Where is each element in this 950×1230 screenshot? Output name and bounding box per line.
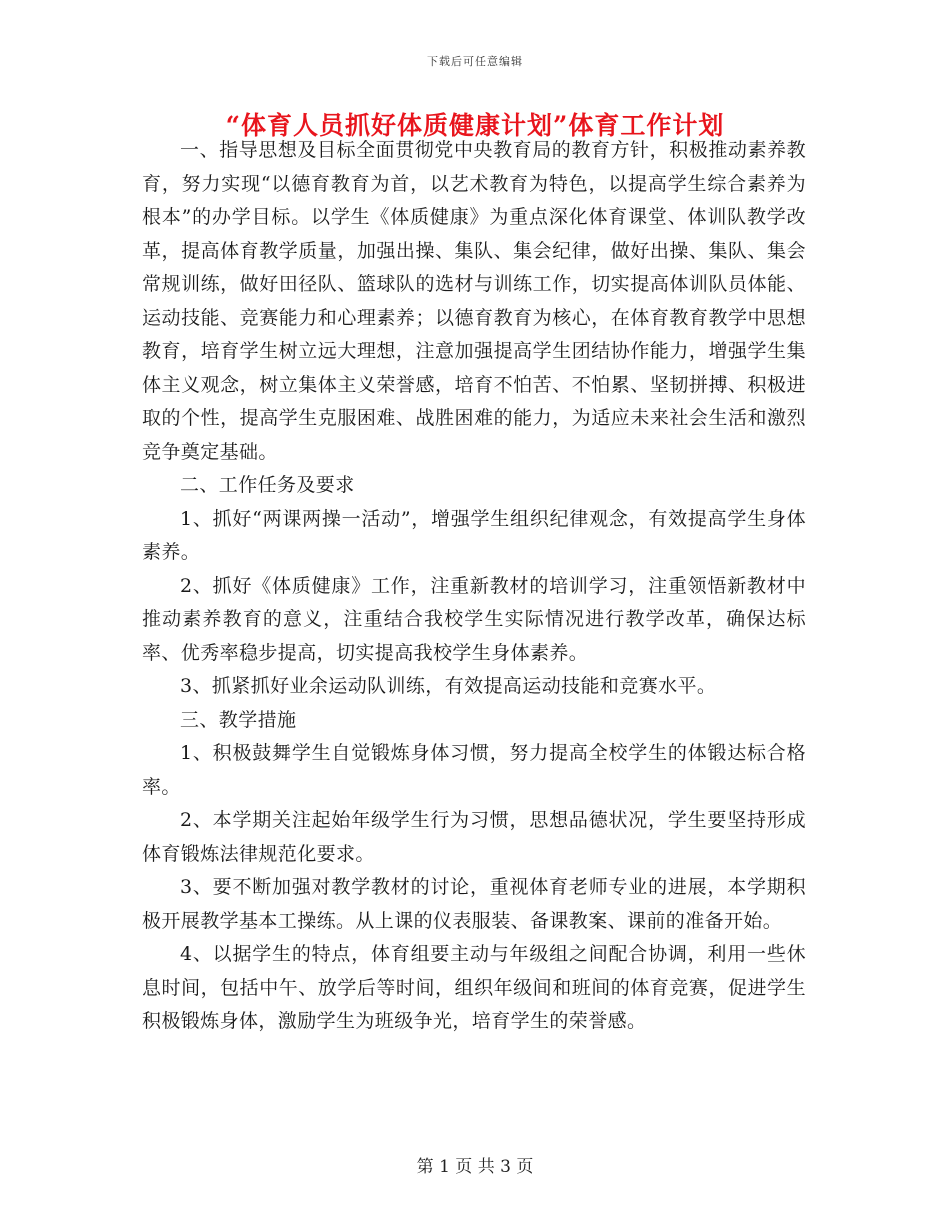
paragraph-task-1: 1、抓好“两课两操一活动”，增强学生组织纪律观念，有效提高学生身体素养。 xyxy=(142,507,806,563)
paragraph-task-2: 2、抓好《体质健康》工作，注重新教材的培训学习，注重领悟新教材中推动素养教育的意义，注重结合我校学生实际情况进行教学改革，确保达标率、优秀率稳步提高，切实提高我校学生身体素养。 xyxy=(142,574,806,664)
page-number: 第 1 页 共 3 页 xyxy=(416,1157,534,1177)
paragraph-task-3: 3、抓紧抓好业余运动队训练，有效提高运动技能和竞赛水平。 xyxy=(180,675,717,697)
document-body xyxy=(142,134,806,1039)
paragraph-guiding-ideology: 一、指导思想及目标全面贯彻党中央教育局的教育方针，积极推动素养教育，努力实现“以德育教育为首，以艺术教育为特色，以提高学生综合素养为根本”的办学目标。以学生《体质健康》为重点深化体育课堂、体训队教学改革，提高体育教学质量，加强出操、集队、集会纪律，做好出操、集队、集会常规训练，做好田径队、篮球队的选材与训练工作，切实提高体训队员体能、运动技能、竞赛能力和心理素养；以德育教育为核心，在体育教育教学中思想教育，培育学生树立远大理想，注意加强提高学生团结协作能力，增强学生集体主义观念，树立集体主义荣誉感，培育不怕苦、不怕累、坚韧拼搏、积极进取的个性，提高学生克服困难、战胜困难的能力，为适应未来社会生活和激烈竞争奠定基础。 xyxy=(142,139,806,463)
header-note: 下载后可任意编辑 xyxy=(427,55,523,68)
paragraph-measure-1: 1、积极鼓舞学生自觉锻炼身体习惯，努力提高全校学生的体锻达标合格率。 xyxy=(142,742,806,798)
paragraph-measure-2: 2、本学期关注起始年级学生行为习惯，思想品德状况，学生要坚持形成体育锻炼法律规范化要求。 xyxy=(142,809,806,865)
paragraph-measure-3: 3、要不断加强对教学教材的讨论，重视体育老师专业的进展，本学期积极开展教学基本工操练。从上课的仪表服装、备课教案、课前的准备开始。 xyxy=(142,876,806,932)
section-heading-tasks: 二、工作任务及要求 xyxy=(180,474,355,496)
section-heading-measures: 三、教学措施 xyxy=(180,708,297,731)
document-title: “体育人员抓好体质健康计划”体育工作计划 xyxy=(225,111,725,140)
paragraph-measure-4: 4、以据学生的特点，体育组要主动与年级组之间配合协调，利用一些休息时间，包括中午、放学后等时间，组织年级间和班间的体育竞赛，促进学生积极锻炼身体，激励学生为班级争光，培育学生的荣誉感。 xyxy=(142,943,806,1032)
